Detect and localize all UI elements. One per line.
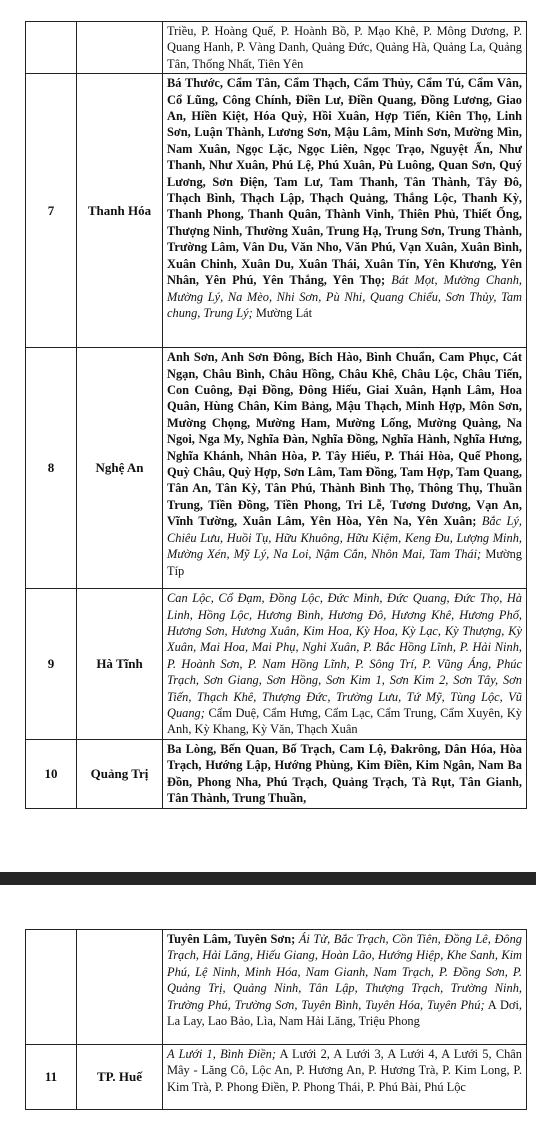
unit-list <box>163 739 527 808</box>
province-units-table <box>25 929 527 1110</box>
row-number <box>26 22 77 74</box>
document-page-2 <box>0 885 536 1128</box>
province-name: Hà Tĩnh <box>77 589 163 740</box>
row-number: 11 <box>26 1045 77 1110</box>
table-row <box>26 1045 527 1110</box>
unit-segment-italic: Ái Tử, Bắc Trạch, Cồn Tiên, Đồng Lê, Đông Trạch, Hải Lăng, Hiếu Giang, Hoàn Lão, Hướng Hiệp, Khe Sanh, Kim Phú, Lệ Ninh, Minh Hóa, Nam Gianh, Nam Trạch, P. Đồng Sơn, P. Quảng Trị, Quảng Ninh, Tân Lập, Thượng Trạch, Trường Ninh, Trường Phú, Trường Sơn, Tuyên Bình, Tuyên Hóa, Tuyên Phú; <box>167 932 522 1012</box>
unit-segment-normal: Mường Lát <box>252 305 313 320</box>
province-name: Thanh Hóa <box>77 74 163 348</box>
unit-list <box>163 74 527 348</box>
unit-list <box>163 930 527 1045</box>
unit-segment-bold: Tuyên Lâm, Tuyên Sơn; <box>167 932 296 946</box>
unit-list <box>163 589 527 740</box>
province-name: Nghệ An <box>77 348 163 589</box>
row-number: 7 <box>26 74 77 348</box>
province-name: TP. Huế <box>77 1045 163 1110</box>
province-name <box>77 22 163 74</box>
unit-segment-bold: Ba Lòng, Bến Quan, Bố Trạch, Cam Lộ, Đakrông, Dân Hóa, Hòa Trạch, Hướng Lập, Hướng Phùng, Kim Điền, Kim Ngân, Nam Ba Đồn, Phong Nha, Phú Trạch, Quảng Trạch, Tà Rụt, Tân Gianh, Tân Thành, Trung Thuần, <box>167 741 522 806</box>
unit-segment-normal: A Lưới 2, A Lưới 3, A Lưới 4, A Lưới 5, Chân Mây - Lăng Cô, Lộc An, P. Hương An, P. Hương Trà, P. Kim Long, P. Kim Trà, P. Phong Điền, P. Phong Thái, P. Phú Bài, Phú Lộc <box>167 1047 522 1094</box>
unit-segment-italic: Can Lộc, Cổ Đạm, Đồng Lộc, Đức Minh, Đức Quang, Đức Thọ, Hà Linh, Hồng Lộc, Hương Bình, Hương Đô, Hương Khê, Hương Phố, Hương Sơn, Hương Xuân, Kim Hoa, Kỳ Hoa, Kỳ Lạc, Kỳ Thượng, Kỳ Xuân, Mai Hoa, Mai Phụ, Nghi Xuân, P. Bắc Hồng Lĩnh, P. Hải Ninh, P. Hoành Sơn, P. Nam Hồng Lĩnh, P. Sông Trí, P. Vũng Áng, Phúc Trạch, Sơn Giang, Sơn Hồng, Sơn Kim 1, Sơn Kim 2, Sơn Tây, Sơn Tiến, Thạch Khê, Thượng Đức, Trường Lưu, Tứ Mỹ, Tùng Lộc, Vũ Quang; <box>167 591 522 721</box>
unit-list <box>163 22 527 74</box>
unit-list <box>163 348 527 589</box>
table-row <box>26 930 527 1045</box>
table-row <box>26 74 527 348</box>
unit-segment: Triều, P. Hoàng Quế, P. Hoành Bồ, P. Mạo Khê, P. Mông Dương, P. Quang Hanh, P. Vàng Danh, Quảng Đức, Quảng Hà, Quảng La, Quảng Tân, Thống Nhất, Tiên Yên <box>167 24 522 71</box>
unit-segment-italic: A Lưới 1, Bình Điền; <box>167 1047 276 1061</box>
row-number: 10 <box>26 739 77 808</box>
province-units-table <box>25 21 527 809</box>
unit-segment-normal: Mường Típ <box>167 547 523 578</box>
unit-segment-normal: A Dơi, La Lay, Lao Bảo, Lìa, Nam Hải Lăng, Triệu Phong <box>167 997 522 1029</box>
page-separator <box>0 872 536 885</box>
table-row <box>26 589 527 740</box>
unit-segment-italic: Bắc Lý, Chiêu Lưu, Huồi Tụ, Hữu Khuông, Hữu Kiệm, Keng Đu, Lượng Minh, Mường Xén, Mỹ Lý, Na Loi, Nậm Cắn, Nhôn Mai, Tam Thái; <box>167 514 522 562</box>
unit-segment-normal: Cẩm Duệ, Cẩm Hưng, Cẩm Lạc, Cẩm Trung, Cẩm Xuyên, Kỳ Anh, Kỳ Khang, Kỳ Văn, Thạch Xuân <box>167 706 522 737</box>
table-row <box>26 348 527 589</box>
row-number: 9 <box>26 589 77 740</box>
row-number <box>26 930 77 1045</box>
unit-list <box>163 1045 527 1110</box>
table-row <box>26 739 527 808</box>
row-number: 8 <box>26 348 77 589</box>
province-name <box>77 930 163 1045</box>
unit-segment-bold: Anh Sơn, Anh Sơn Đông, Bích Hào, Bình Chuẩn, Cam Phục, Cát Ngạn, Châu Bình, Châu Hồng, Châu Khê, Châu Lộc, Châu Tiến, Con Cuông, Đại Đồng, Đông Hiếu, Giai Xuân, Hạnh Lâm, Hoa Quân, Hùng Chân, Kim Bảng, Mậu Thạch, Minh Hợp, Môn Sơn, Mường Chọng, Mường Ham, Mường Lống, Mường Quàng, Na Ngoi, Nga My, Nghĩa Đàn, Nghĩa Đồng, Nghĩa Hành, Nghĩa Hưng, Nghĩa Khánh, Nhân Hòa, P. Tây Hiếu, P. Thái Hòa, Quế Phong, Quỳ Châu, Quỳ Hợp, Sơn Lâm, Tam Đồng, Tam Hợp, Tam Quang, Tân An, Tân Kỳ, Tân Phú, Thành Bình Thọ, Thông Thụ, Thuần Trung, Tiền Đồng, Tiền Phong, Tri Lễ, Tương Dương, Vạn An, Vĩnh Tường, Xuân Lâm, Yên Hòa, Yên Na, Yên Xuân; <box>167 350 522 529</box>
table-row <box>26 22 527 74</box>
province-name: Quảng Trị <box>77 739 163 808</box>
unit-segment-italic: Bát Mọt, Mường Chanh, Mường Lý, Na Mèo, Nhi Sơn, Pù Nhi, Quang Chiểu, Sơn Thủy, Tam chung, Trung Lý; <box>167 273 522 320</box>
unit-segment-bold: Bá Thước, Cẩm Tân, Cẩm Thạch, Cẩm Thủy, Cẩm Tú, Cẩm Vân, Cổ Lũng, Công Chính, Điền Lư, Điền Quang, Đồng Lương, Giao An, Hiền Kiệt, Hóa Quỳ, Hồi Xuân, Hợp Tiến, Kiên Thọ, Linh Sơn, Luận Thành, Lương Sơn, Mậu Lâm, Minh Sơn, Mường Mìn, Nam Xuân, Ngọc Lặc, Ngọc Liên, Ngọc Trạo, Nguyệt Ấn, Như Thanh, Như Xuân, Phú Lệ, Phú Xuân, Pù Luông, Quan Sơn, Quý Lương, Sơn Điện, Tam Lư, Tam Thanh, Tân Thành, Tây Đô, Thạch Bình, Thạch Lập, Thạch Quảng, Thắng Lộc, Thanh Kỳ, Thanh Phong, Thanh Quân, Thành Vinh, Thiên Phủ, Thiết Ống, Thượng Ninh, Thường Xuân, Trung Hạ, Trung Sơn, Trung Thành, Trường Lâm, Vân Du, Văn Nho, Văn Phú, Vạn Xuân, Xuân Bình, Xuân Chinh, Xuân Du, Xuân Thái, Xuân Tín, Yên Khương, Yên Nhân, Yên Phú, Yên Thắng, Yên Thọ; <box>167 76 522 288</box>
